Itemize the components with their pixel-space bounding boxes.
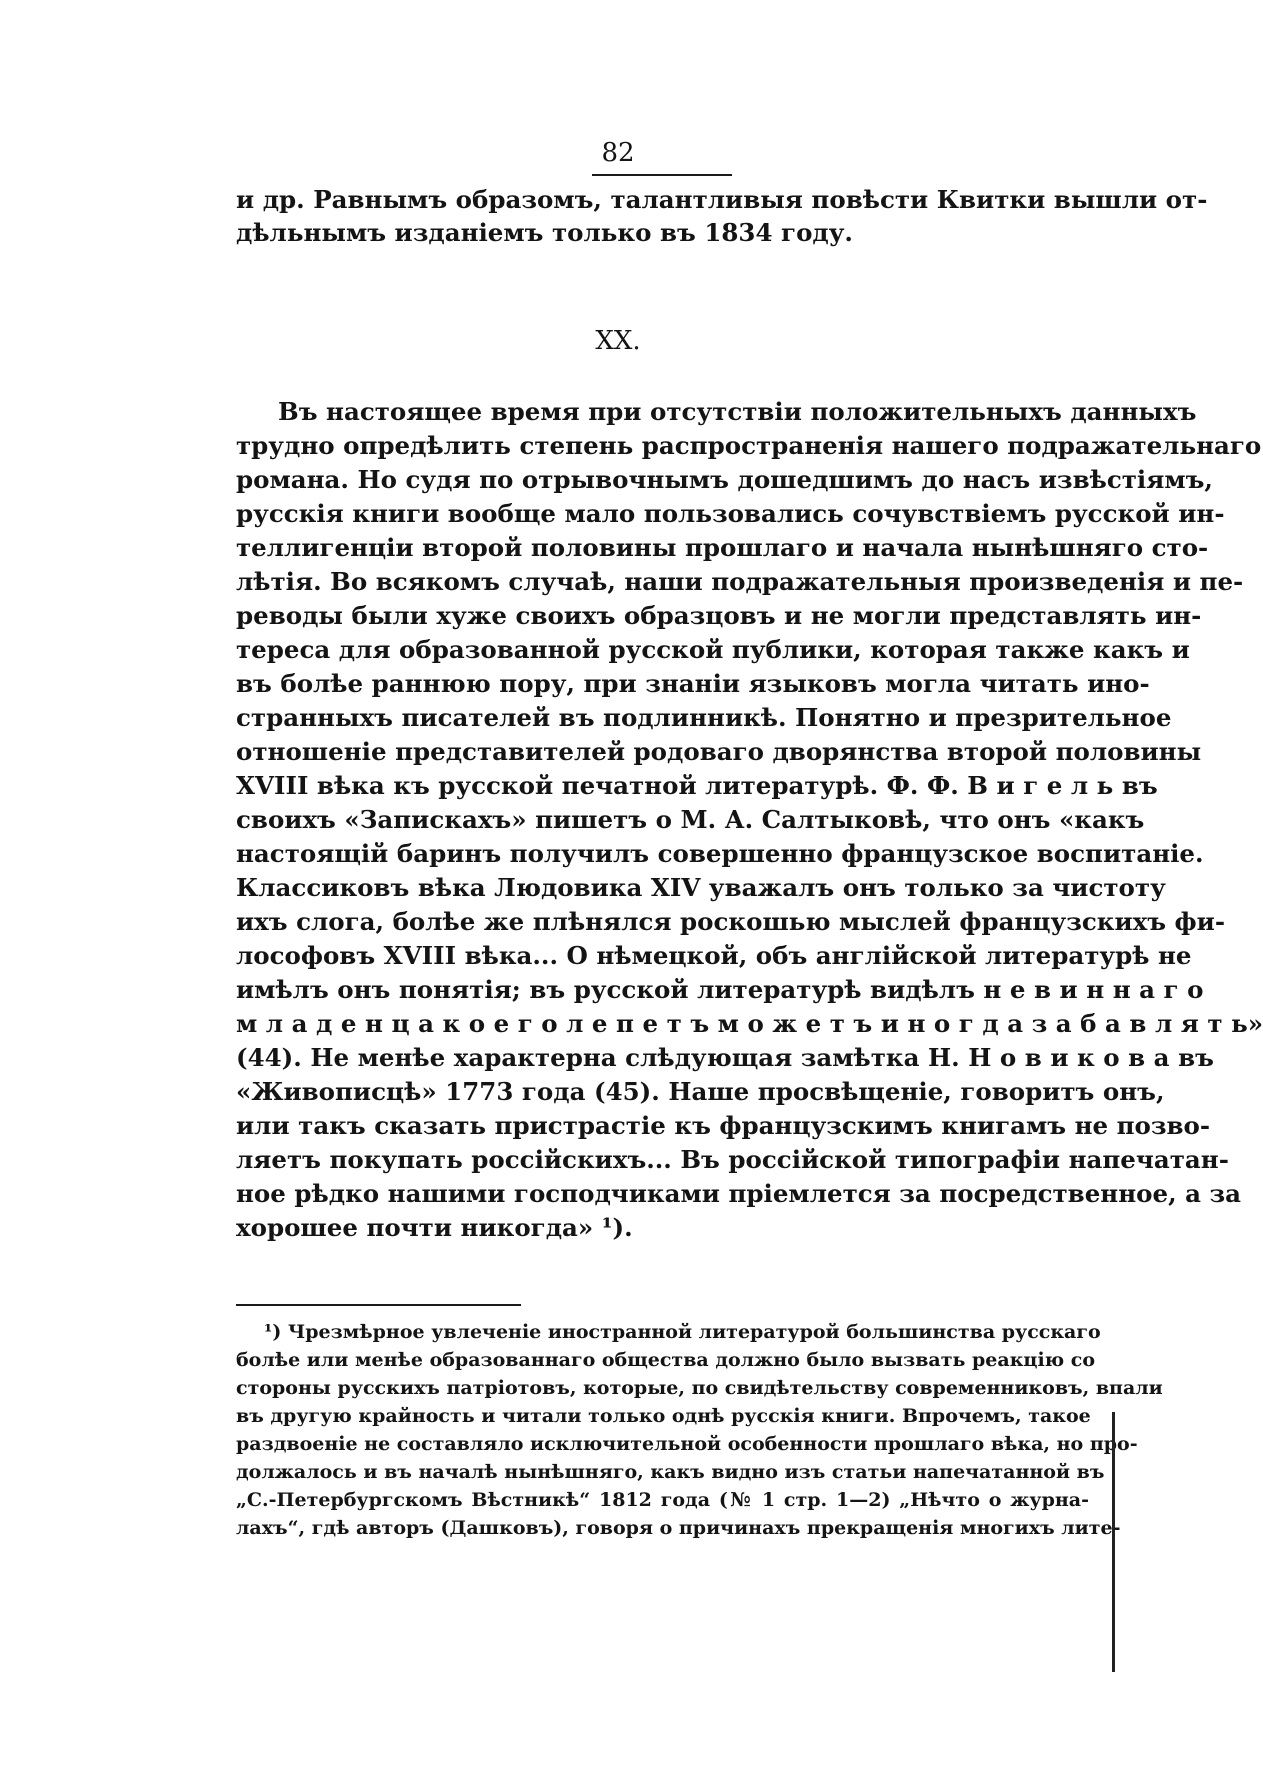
footnote-line: стороны русскихъ патріотовъ, которые, по свидѣтельству современниковъ, впали — [236, 1377, 1163, 1399]
text-line: тереса для образованной русской публики, которая также какъ и — [236, 635, 1190, 664]
text-line: романа. Но судя по отрывочнымъ дошедшимъ до насъ извѣстіямъ, — [236, 465, 1213, 494]
text-line: отношеніе представителей родоваго дворянства второй половины — [236, 737, 1202, 766]
text-line: реводы были хуже своихъ образцовъ и не могли представлять ин- — [236, 601, 1202, 630]
page-number-rule — [592, 174, 732, 176]
footnote-line: „С.-Петербургскомъ Вѣстникѣ“ 1812 года (№ 1 стр. 1—2) „Нѣчто о журна- — [236, 1489, 1089, 1511]
text-line: лософовъ XVIII вѣка... О нѣмецкой, объ англійской литературѣ не — [236, 941, 1192, 970]
footnote-line: должалось и въ началѣ нынѣшняго, какъ видно изъ статьи напечатанной въ — [236, 1461, 1105, 1483]
text-line: въ болѣе раннюю пору, при знаніи языковъ могла читать ино- — [236, 669, 1150, 698]
section-title: XX. — [595, 326, 641, 356]
text-line: (44). Не менѣе характерна слѣдующая замѣтка Н. Н о в и к о в а въ — [236, 1043, 1214, 1072]
text-line: русскія книги вообще мало пользовались сочувствіемъ русской ин- — [236, 499, 1225, 528]
text-line: и др. Равнымъ образомъ, талантливыя повѣсти Квитки вышли от- — [236, 185, 1208, 214]
footnote-line: болѣе или менѣе образованнаго общества должно было вызвать реакцію со — [236, 1349, 1096, 1371]
text-line: своихъ «Запискахъ» пишетъ о М. А. Салтыковѣ, что онъ «какъ — [236, 805, 1145, 834]
text-line: XVIII вѣка къ русской печатной литературѣ. Ф. Ф. В и г е л ь въ — [236, 771, 1158, 800]
footnote-line: ¹) Чрезмѣрное увлеченіе иностранной литературой большинства русскаго — [264, 1321, 1101, 1343]
text-line: странныхъ писателей въ подлинникѣ. Понятно и презрительное — [236, 703, 1172, 732]
text-line: м л а д е н ц а к о е г о л е п е т ъ м о ж е т ъ и н о г д а з а б а в л я т ь» — [236, 1009, 1263, 1038]
text-line: трудно опредѣлить степень распространенія нашего подражательнаго — [236, 431, 1262, 460]
text-line: ляетъ покупать россійскихъ... Въ россійской типографіи напечатан- — [236, 1145, 1229, 1174]
text-line: лѣтія. Во всякомъ случаѣ, наши подражательныя произведенія и пе- — [236, 567, 1244, 596]
text-line: хорошее почти никогда» ¹). — [236, 1213, 633, 1242]
text-line: дѣльнымъ изданіемъ только въ 1834 году. — [236, 218, 853, 247]
text-line: или такъ сказать пристрастіе къ французскимъ книгамъ не позво- — [236, 1111, 1211, 1140]
footnote-line: въ другую крайность и читали только однѣ русскія книги. Впрочемъ, такое — [236, 1405, 1091, 1427]
text-line: ихъ слога, болѣе же плѣнялся роскошью мыслей французскихъ фи- — [236, 907, 1225, 936]
footnote-rule — [236, 1304, 521, 1306]
footnote-line: раздвоеніе не составляло исключительной особенности прошлаго вѣка, но про- — [236, 1433, 1138, 1455]
text-line: теллигенціи второй половины прошлаго и начала нынѣшняго сто- — [236, 533, 1209, 562]
text-line: имѣлъ онъ понятія; въ русской литературѣ видѣлъ н е в и н н а г о — [236, 975, 1204, 1004]
page-number: 82 — [601, 138, 635, 168]
text-line: Классиковъ вѣка Людовика XIV уважалъ онъ только за чистоту — [236, 873, 1166, 902]
text-line: ное рѣдко нашими господчиками пріемлется за посредственное, а за — [236, 1179, 1242, 1208]
text-line: Въ настоящее время при отсутствіи положительныхъ данныхъ — [278, 397, 1197, 426]
text-line: настоящій баринъ получилъ совершенно французское воспитаніе. — [236, 839, 1204, 868]
page-edge-line — [1112, 1412, 1115, 1672]
text-line: «Живописцѣ» 1773 года (45). Наше просвѣщеніе, говоритъ онъ, — [236, 1077, 1165, 1106]
footnote-line: лахъ“, гдѣ авторъ (Дашковъ), говоря о причинахъ прекращенія многихъ лите- — [236, 1517, 1121, 1539]
